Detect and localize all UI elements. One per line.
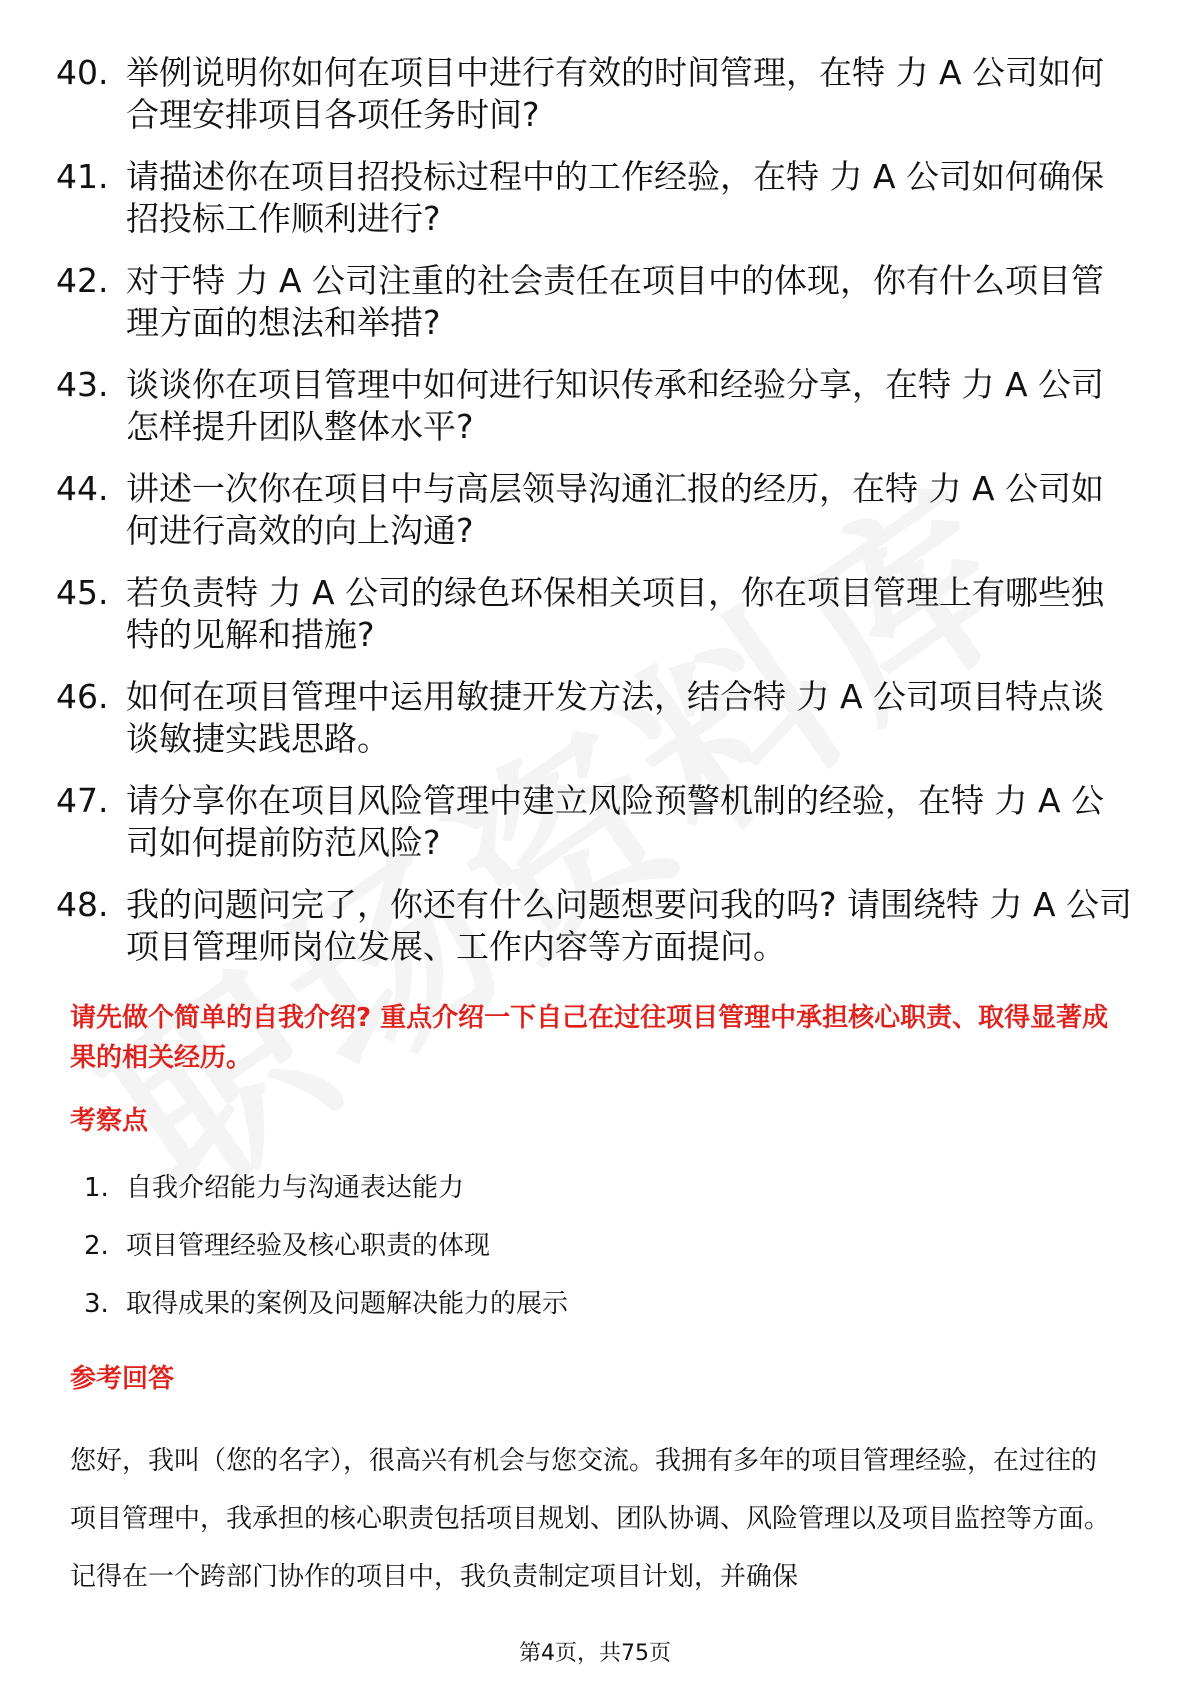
point-text: 自我介绍能力与沟通表达能力 (126, 1173, 465, 1203)
page-footer: 第4页，共75页 (519, 1641, 671, 1666)
question-item (56, 780, 1136, 864)
question-number: 48. (56, 885, 109, 924)
question-number: 42. (56, 261, 109, 300)
question-item (56, 52, 1136, 136)
point-number: 2. (84, 1231, 109, 1261)
question-item (56, 260, 1136, 344)
question-text: 举例说明你如何在项目中进行有效的时间管理，在特 力 A 公司如何合理安排项目各项任务时间? (126, 53, 1105, 134)
question-text: 如何在项目管理中运用敏捷开发方法，结合特 力 A 公司项目特点谈谈敏捷实践思路。 (126, 677, 1105, 758)
question-text: 请分享你在项目风险管理中建立风险预警机制的经验，在特 力 A 公司如何提前防范风险? (126, 781, 1105, 862)
point-number: 3. (84, 1289, 109, 1319)
question-number: 41. (56, 157, 109, 196)
points-section-title: 考察点 (70, 1106, 149, 1136)
point-item (84, 1170, 1084, 1206)
answer-paragraph: 您好，我叫（您的名字），很高兴有机会与您交流。我拥有多年的项目管理经验，在过往的项目管理中，我承担的核心职责包括项目规划、团队协调、风险管理以及项目监控等方面。记得在一个跨部门协作的项目中，我负责制定项目计划，并确保 (70, 1446, 1111, 1592)
point-item (84, 1286, 1084, 1322)
point-item (84, 1228, 1084, 1264)
question-item (56, 156, 1136, 240)
question-number: 45. (56, 573, 109, 612)
intro-question: 请先做个简单的自我介绍? 重点介绍一下自己在过往项目管理中承担核心职责、取得显著成果的相关经历。 (70, 1003, 1109, 1073)
question-number: 40. (56, 53, 109, 92)
answer-section-title: 参考回答 (70, 1364, 175, 1394)
question-list (56, 52, 1136, 988)
question-text: 我的问题问完了，你还有什么问题想要问我的吗? 请围绕特 力 A 公司项目管理师岗位发展、工作内容等方面提问。 (126, 885, 1133, 966)
question-text: 谈谈你在项目管理中如何进行知识传承和经验分享，在特 力 A 公司怎样提升团队整体水平? (126, 365, 1105, 446)
question-item (56, 364, 1136, 448)
question-number: 43. (56, 365, 109, 404)
question-number: 44. (56, 469, 109, 508)
question-number: 47. (56, 781, 109, 820)
question-text: 若负责特 力 A 公司的绿色环保相关项目，你在项目管理上有哪些独特的见解和措施? (126, 573, 1105, 654)
question-number: 46. (56, 677, 109, 716)
point-text: 项目管理经验及核心职责的体现 (126, 1231, 491, 1261)
question-text: 讲述一次你在项目中与高层领导沟通汇报的经历，在特 力 A 公司如何进行高效的向上沟通? (126, 469, 1105, 550)
question-item (56, 572, 1136, 656)
question-item (56, 676, 1136, 760)
question-item (56, 468, 1136, 552)
question-text: 对于特 力 A 公司注重的社会责任在项目中的体现，你有什么项目管理方面的想法和举措? (126, 261, 1105, 342)
point-number: 1. (84, 1173, 109, 1203)
question-text: 请描述你在项目招投标过程中的工作经验，在特 力 A 公司如何确保招投标工作顺利进行? (126, 157, 1105, 238)
points-list (84, 1170, 1084, 1344)
point-text: 取得成果的案例及问题解决能力的展示 (126, 1289, 569, 1319)
question-item (56, 884, 1136, 968)
